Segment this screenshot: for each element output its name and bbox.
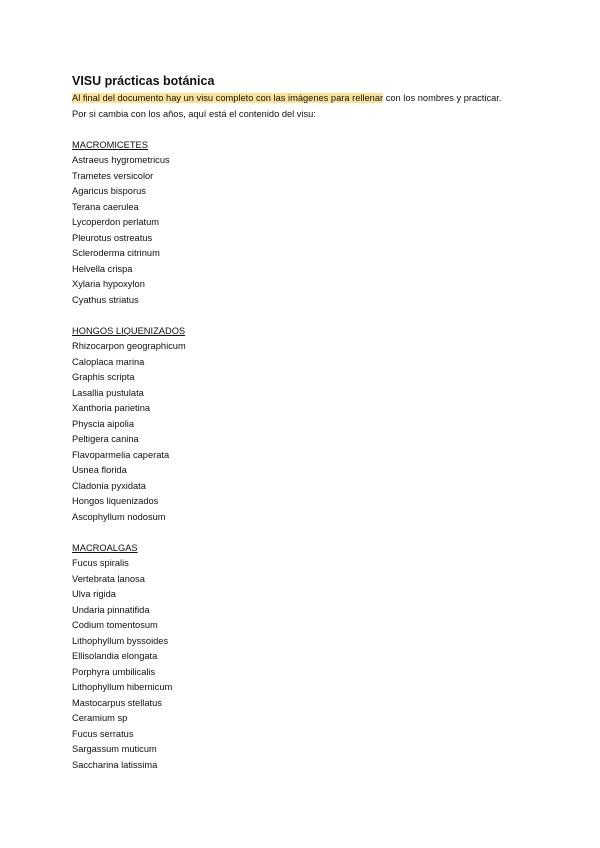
list-item: Rhizocarpon geographicum [72, 341, 186, 351]
list-item: Hongos liquenizados [72, 496, 159, 506]
list-item: Sargassum muticum [72, 744, 157, 754]
section-heading: HONGOS LIQUENIZADOS [72, 325, 186, 336]
list-item: Ascophyllum nodosum [72, 511, 166, 522]
list-item: Fucus serratus [72, 728, 134, 739]
list-item: Lithophyllum hibernicum [72, 682, 173, 692]
list-item: Porphyra umbilicalis [72, 666, 156, 677]
section-hongos-liquenizados [72, 324, 572, 526]
list-item: Scleroderma citrinum [72, 248, 160, 258]
intro-highlighted-text: Al final del documento hay un visu completo con las imágenes para rellenar [72, 93, 384, 103]
list-item: Mastocarpus stellatus [72, 697, 162, 708]
species-list [72, 153, 572, 308]
list-item: Agaricus bisporus [72, 186, 146, 196]
list-item: Saccharina latissima [72, 759, 158, 770]
section-heading: MACROALGAS [72, 542, 138, 553]
section-macroalgas [72, 541, 572, 774]
list-item: Lycoperdon perlatum [72, 217, 159, 227]
section-macromicetes [72, 138, 572, 309]
list-item: Undaria pinnatifida [72, 604, 150, 615]
list-item: Xylaria hypoxylon [72, 279, 145, 289]
list-item: Lithophyllum byssoides [72, 635, 169, 646]
list-item: Pleurotus ostreatus [72, 232, 153, 243]
list-item: Physcia aipolia [72, 418, 135, 429]
list-item: Helvella crispa [72, 263, 133, 274]
section-heading: MACROMICETES [72, 139, 148, 150]
list-item: Codium tomentosum [72, 620, 158, 630]
list-item: Astraeus hygrometricus [72, 155, 170, 165]
list-item: Ulva rigida [72, 589, 116, 599]
intro-line-1 [72, 91, 572, 107]
intro-line-2: Por si cambia con los años, aquí está el contenido del visu: [72, 108, 316, 119]
intro-rest-text: con los nombres y practicar. [383, 93, 502, 103]
species-list [72, 556, 572, 773]
list-item: Ceramium sp [72, 713, 128, 723]
list-item: Cladonia pyxidata [72, 480, 146, 491]
list-item: Xanthoria parietina [72, 403, 151, 413]
list-item: Vertebrata lanosa [72, 573, 145, 584]
document-content [72, 74, 572, 773]
list-item: Caloplaca marina [72, 356, 145, 367]
list-item: Ellisolandia elongata [72, 651, 158, 661]
species-list [72, 339, 572, 525]
list-item: Cyathus striatus [72, 294, 139, 305]
list-item: Terana caerulea [72, 201, 139, 212]
list-item: Flavoparmelia caperata [72, 449, 170, 460]
list-item: Peltigera canina [72, 434, 139, 444]
document-title: VISU prácticas botánica [72, 74, 215, 88]
list-item: Graphis scripta [72, 372, 135, 382]
list-item: Lasallia pustulata [72, 387, 144, 398]
list-item: Trametes versicolor [72, 170, 154, 181]
list-item: Usnea florida [72, 465, 127, 475]
list-item: Fucus spiralis [72, 558, 129, 568]
